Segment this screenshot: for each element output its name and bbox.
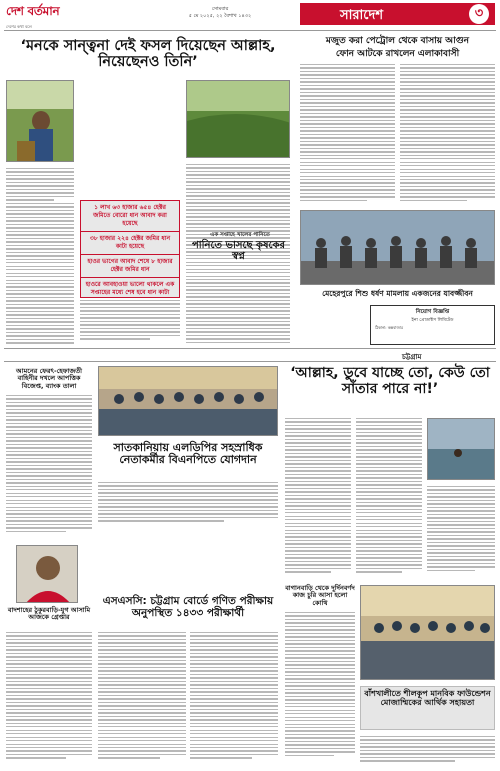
article-kicker: এক সপ্তাহে খালের পানিতে — [210, 232, 270, 238]
logo-tagline: দেশের কথা বলে — [6, 24, 32, 29]
date-label: ৫ মে ২০২৫, ২২ বৈশাখ ১৪৩২ — [188, 13, 252, 19]
aid-event-photo — [360, 585, 495, 680]
article-headline[interactable]: সাতকানিয়ায় এলডিপির সহস্রাধিক নেতাকর্মীর বিএনপিতে যোগদান — [113, 441, 263, 467]
notice-subtitle: ইনা প্রোডাক্টস লিমিটেড — [411, 318, 454, 323]
group-photo — [300, 210, 495, 285]
article-body — [400, 64, 495, 206]
section-title: সারাদেশ — [340, 8, 384, 23]
article-body — [98, 482, 278, 526]
divider — [4, 361, 496, 362]
section-label: চট্টগ্রাম — [402, 353, 422, 361]
article-headline[interactable]: পানিতে ভাসছে কৃষকের স্বপ্ন — [191, 240, 286, 263]
notice-address: ঠিকানা: কক্সবাজার — [375, 325, 403, 330]
article-headline[interactable]: ‘আল্লাহ, ডুবে যাচ্ছে তো, কেউ তো সাঁতার পারে না!’ — [290, 365, 490, 397]
article-body — [80, 300, 180, 348]
section-header — [300, 3, 495, 25]
accused-photo — [16, 545, 78, 603]
infobox-item: ১ লাখ ৬৩ হাজার ৬৫৪ হেক্টর জমিতে বোরো ধান আবাদ করা হয়েছে — [81, 201, 179, 232]
field-photo — [186, 80, 290, 158]
dateline — [150, 6, 290, 20]
article-body — [356, 418, 422, 578]
recruitment-notice[interactable] — [370, 305, 495, 345]
article-body — [190, 632, 278, 766]
infobox-item: ৩৮ হাজার ২২৪ হেক্টর জমির ধান কাটা হয়েছে — [81, 232, 179, 255]
masthead — [0, 0, 500, 34]
article-subheadline[interactable]: ফোন আটকে রাখলেন এলাকাবাসী — [335, 49, 460, 59]
article-body — [6, 632, 92, 766]
article-headline[interactable]: বাদশাহের ঠুকুরবাড়ি-যুগ আসামি আজকে গ্রেপ্তার — [7, 606, 91, 622]
event-photo — [98, 366, 278, 436]
article-headline[interactable]: এসএসসি: চট্টগ্রাম বোর্ডে গণিত পরীক্ষায় অনুপস্থিত ১৪৩৩ পরীক্ষার্থী — [102, 595, 274, 619]
infobox-item: হাওরে আবহাওয়া ভালো থাকলে এক সপ্তাহের মধ্যে শেষ হবে ধান কাটা — [85, 281, 175, 296]
page-number: ৩ — [469, 4, 489, 24]
notice-title: নিয়োগ বিজ্ঞপ্তি — [415, 309, 450, 315]
article-headline[interactable]: বাগানবাড়ি থেকে দুর্দিনবর্ণদ কাজ চুরি আসা হলো কোথি — [285, 584, 355, 607]
logo-text: দেশ বর্তমান — [6, 4, 60, 18]
article-body — [285, 418, 351, 578]
infobox-item: হাওর ভাগের আবাদ শেষে ৮ হাজার হেক্টর জমির ধান — [81, 255, 179, 278]
article-body — [6, 168, 74, 348]
article-body — [427, 486, 495, 578]
article-body — [98, 632, 186, 766]
article-headline[interactable]: আমনের ফেরৎ-হেফাজতী বাহিনীর দখলে আপত্তিক বিজেপ্ত, ব্যাংক তালা — [16, 367, 82, 390]
river-photo — [427, 418, 495, 480]
divider — [4, 30, 496, 31]
article-headline[interactable]: মেহেরপুরে শিশু ধর্ষণ মামলায় একজনের যাবজ্জীবন — [322, 289, 473, 298]
infobox — [80, 200, 180, 298]
article-body — [360, 736, 495, 766]
farmer-photo — [6, 80, 74, 162]
day-label: সোমবার — [211, 6, 229, 12]
article-body — [6, 395, 92, 537]
article-body — [285, 612, 355, 762]
article-body — [300, 64, 395, 206]
article-headline[interactable]: ‘মনকে সান্ত্বনা দেই ফসল দিয়েছেন আল্লাহ, নিয়েছেনও তিনি’ — [20, 38, 276, 71]
article-headline[interactable]: মজুত করা পেট্রোল থেকে বাসায় আগুন — [325, 36, 470, 46]
newspaper-logo[interactable] — [6, 3, 76, 27]
article-headline[interactable]: বাঁশখালীতে শীলকূপ মানবিক ফাউন্ডেশন মোজাম্মিকের আর্থিক সহায়তা — [364, 689, 491, 707]
divider — [4, 348, 496, 349]
